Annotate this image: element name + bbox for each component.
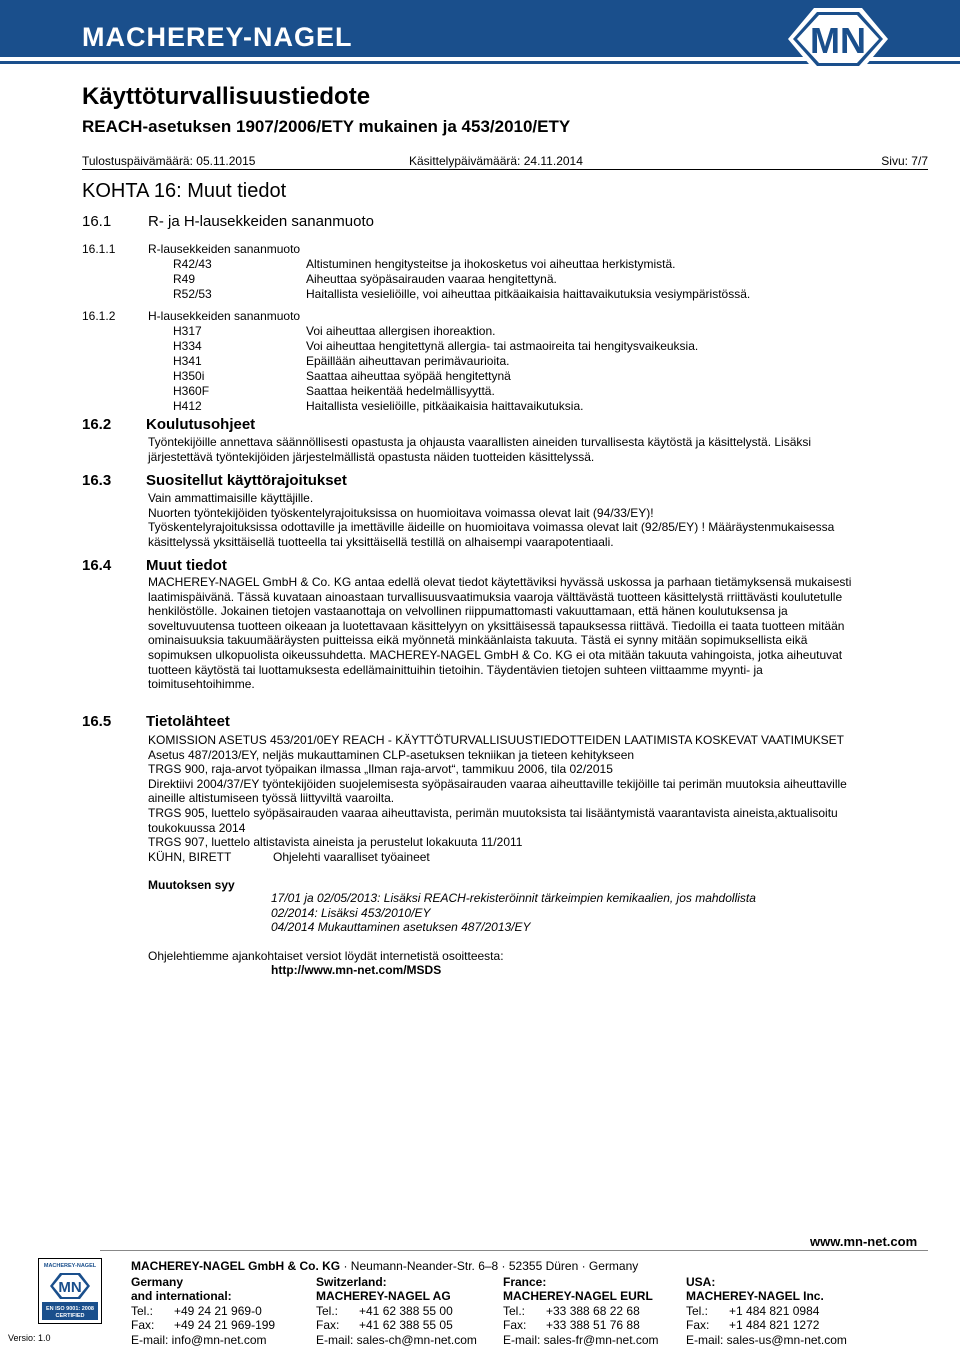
text-line: KOMISSION ASETUS 453/201/0EY REACH - KÄYTTÖTURVALLISUUSTIEDOTTEIDEN LAATIMISTA KOSKEVAT VAATIMUKSET — [148, 733, 844, 747]
heading-16-4 — [82, 557, 227, 574]
text-line: toimitusehtoihimme. — [148, 677, 255, 692]
fax-label: Fax: — [131, 1318, 155, 1333]
h-phrase-code: H317 — [173, 324, 202, 338]
contact-heading: Switzerland: — [316, 1275, 387, 1289]
text-line: Työskentelyrajoituksissa odottaville ja imettäville äideille on huomioitava voimassa olevat lait (92/85/EY) ! Määräystenmukaisessa — [148, 520, 835, 535]
contact-france — [503, 1275, 659, 1347]
changes-list — [271, 891, 921, 935]
heading-16-1 — [82, 213, 374, 230]
contact-germany — [131, 1275, 275, 1347]
restrictions-paragraph — [148, 491, 918, 549]
contact-fax — [131, 1318, 275, 1332]
change-item: 02/2014: Lisäksi 453/2010/EY — [271, 905, 431, 920]
document-title: Käyttöturvallisuustiedote — [82, 83, 371, 110]
h-phrase-text: Voi aiheuttaa hengitettynä allergia- tai astmaoireita tai hengitysvaikeuksia. — [306, 339, 699, 353]
training-paragraph — [148, 435, 918, 464]
h-phrase-text: Haitallista vesieliöille, pitkäaikaisia haittavaikutuksia. — [306, 399, 584, 413]
heading-number: 16.4 — [82, 557, 112, 574]
footer-company-line — [131, 1259, 638, 1273]
mn-logo-text: MN — [810, 20, 866, 61]
tel-value: +49 24 21 969-0 — [174, 1303, 262, 1318]
h-phrase-text: Saattaa heikentää hedelmällisyyttä. — [306, 384, 495, 398]
fax-value: +1 484 821 1272 — [729, 1318, 820, 1333]
heading-text: R-lausekkeiden sananmuoto — [148, 242, 301, 256]
heading-number: 16.1 — [82, 213, 112, 230]
footer-rule — [100, 1250, 928, 1251]
tel-label: Tel.: — [316, 1303, 339, 1318]
heading-number: 16.1.2 — [82, 309, 116, 323]
contact-fax — [503, 1318, 659, 1332]
heading-16-1-2 — [82, 309, 300, 323]
changes-label: Muutoksen syy — [148, 878, 235, 892]
h-phrase-text: Voi aiheuttaa allergisen ihoreaktion. — [306, 324, 496, 338]
cert-company: MACHEREY-NAGEL — [43, 1263, 97, 1269]
text-line: TRGS 900, raja-arvot työpaikan ilmassa „Ilman raja-arvot“, tammikuu 2006, tila 02/2015 — [148, 762, 613, 777]
heading-number: 16.2 — [82, 416, 112, 433]
contact-email[interactable]: E-mail: sales-ch@mn-net.com — [316, 1332, 477, 1347]
heading-16-1-1 — [82, 242, 300, 256]
h-phrase-code: H341 — [173, 354, 202, 368]
r-phrase-text: Aiheuttaa syöpäsairauden vaaraa hengitettynä. — [306, 272, 557, 286]
sources-paragraph — [148, 733, 918, 864]
r-phrase-text: Altistuminen hengitysteitse ja ihokosketus voi aiheuttaa herkistymistä. — [306, 257, 676, 271]
r-phrase-text: Haitallista vesieliöille, voi aiheuttaa pitkäaikaisia haittavaikutuksia vesiympäristössä. — [306, 287, 751, 301]
contact-tel — [503, 1304, 659, 1318]
text-line: Työntekijöille annettava säännöllisesti opastusta ja ohjausta vaarallisten aineiden turvallisesta käytöstä ja käsittelystä. Lisäksi — [148, 435, 812, 449]
h-phrase-code: H412 — [173, 399, 202, 413]
cert-standard: EN ISO 9001: 2008 — [45, 1306, 95, 1312]
contact-tel — [316, 1304, 477, 1318]
text-line: soveltuvuutensa tuotteen oikeaan ja luotettavaan käsittelyyn on yksittäisessä tapauksessa riittävä. Tiedoilla ei taata tuotteen mitään — [148, 618, 845, 633]
iso-certificate — [38, 1258, 102, 1324]
h-phrase-text: Epäillään aiheuttavan perimävaurioita. — [306, 354, 510, 368]
change-item: 04/2014 Mukauttaminen asetuksen 487/2013/EY — [271, 920, 531, 935]
header-banner — [0, 0, 960, 78]
contact-switzerland — [316, 1275, 477, 1347]
footer-company: MACHEREY-NAGEL GmbH & Co. KG — [131, 1259, 341, 1273]
tel-value: +33 388 68 22 68 — [546, 1303, 640, 1318]
contact-tel — [131, 1304, 275, 1318]
change-item: 17/01 ja 02/05/2013: Lisäksi REACH-rekisteröinnit tärkeimpien kemikaalien, jos mahdollista — [271, 891, 756, 905]
contact-subheading: MACHEREY-NAGEL EURL — [503, 1289, 653, 1304]
heading-text: Muut tiedot — [146, 557, 227, 574]
other-info-paragraph — [148, 575, 918, 692]
heading-number: 16.5 — [82, 713, 112, 730]
text-line: sopimuksen ulkopuolista oikeussuhdetta. MACHEREY-NAGEL GmbH & Co. KG ei ota mitään takuuta vahingoista, jotka aiheutuvat — [148, 647, 843, 662]
heading-16-3 — [82, 472, 347, 489]
fax-value: +33 388 51 76 88 — [546, 1318, 640, 1333]
version-label: Versio: 1.0 — [8, 1333, 51, 1343]
heading-text: Suositellut käyttörajoitukset — [146, 472, 347, 489]
contact-fax — [316, 1318, 477, 1332]
heading-text: R- ja H-lausekkeiden sananmuoto — [148, 213, 374, 230]
contact-heading: USA: — [686, 1275, 716, 1289]
tel-label: Tel.: — [131, 1303, 154, 1318]
contact-fax — [686, 1318, 847, 1332]
contact-email[interactable]: E-mail: sales-us@mn-net.com — [686, 1332, 847, 1347]
text-line: henkilöstölle. Jokainen tietojen vastaanottaja on velvollinen riippumattomasti vakuuttamaan, että hänen koulutuksensa ja — [148, 604, 788, 619]
fax-value: +49 24 21 969-199 — [174, 1318, 276, 1333]
document-subtitle: REACH-asetuksen 1907/2006/ETY mukainen ja 453/2010/ETY — [82, 117, 571, 136]
tel-label: Tel.: — [686, 1303, 709, 1318]
text-line: Nuorten työntekijöiden työskentelyrajoituksissa on huomioitava voimassa olevat lait (94/33/EY)! — [148, 505, 654, 520]
section-title: KOHTA 16: Muut tiedot — [82, 180, 287, 202]
text-line: Asetus 487/2013/EY, neljäs mukauttaminen CLP-asetuksen tekniikan ja tieteen kehitykseen — [148, 747, 635, 762]
text-line: MACHEREY-NAGEL GmbH & Co. KG antaa edellä olevat tiedot käytettäviksi hyvässä uskossa ja parhaan tietämyksensä mukaisesti — [148, 575, 852, 589]
cert-status: CERTIFIED — [55, 1313, 85, 1319]
cert-logo-text: MN — [58, 1279, 82, 1296]
contact-heading: Germany — [131, 1275, 184, 1289]
text-line: Vain ammattimaisille käyttäjille. — [148, 491, 314, 505]
text-line: aineille altistumiseen työssä liittyviltä vaaroilta. — [148, 791, 395, 806]
text-line: laatimispäivänä. Tässä kuvataan ainoastaan turvallisuusvaatimuksia vaaroja välttävästä tuotteen käsittelystä rriittävästi koulutetulle — [148, 589, 843, 604]
contact-email[interactable]: E-mail: sales-fr@mn-net.com — [503, 1332, 659, 1347]
print-date: Tulostuspäivämäärä: 05.11.2015 — [82, 154, 256, 168]
heading-number: 16.3 — [82, 472, 112, 489]
tel-value: +41 62 388 55 00 — [359, 1303, 453, 1318]
process-date: Käsittelypäivämäärä: 24.11.2014 — [409, 154, 583, 168]
author-name: KÜHN, BIRETT — [148, 849, 232, 864]
h-phrase-text: Saattaa aiheuttaa syöpää hengitettynä — [306, 369, 511, 383]
text-line: käsittelyssä yksittäisellä tuotteella tai yksittäisellä testillä on alhaisempi vaarapotentiaali. — [148, 534, 614, 549]
tel-value: +1 484 821 0984 — [729, 1303, 820, 1318]
text-line: TRGS 907, luettelo altistavista aineista ja perustelut lokakuuta 11/2011 — [148, 835, 523, 850]
mn-logo-icon — [778, 2, 898, 76]
contact-heading: France: — [503, 1275, 547, 1289]
header-rule — [82, 169, 928, 170]
fax-label: Fax: — [503, 1318, 527, 1333]
iso-certificate-icon — [38, 1258, 102, 1324]
text-line: ominaisuuksia takuumääräysten puitteissa eikä myönnetä minkäänlaista takuuta. Tästä ei synny mitään sopimuksellista eikä — [148, 633, 808, 648]
heading-16-5 — [82, 713, 230, 730]
contact-tel — [686, 1304, 847, 1318]
contact-subheading: and international: — [131, 1289, 232, 1304]
footer-address: · Neumann-Neander-Str. 6–8 · 52355 Düren · Germany — [343, 1259, 639, 1273]
h-phrase-code: H350i — [173, 369, 205, 383]
footer-website[interactable]: www.mn-net.com — [810, 1234, 918, 1249]
text-line: Direktiivi 2004/37/EY työntekijöiden suojelemisesta syöpäsairauden vaaraa aiheuttaville tekijöille tai perimän muutoksia aiheuttaville — [148, 776, 847, 791]
online-note: Ohjelehtiemme ajankohtaiset versiot löydät internetistä osoitteesta: — [148, 949, 504, 963]
contact-subheading: MACHEREY-NAGEL Inc. — [686, 1289, 824, 1304]
heading-text: Tietolähteet — [146, 713, 230, 730]
contact-email[interactable]: E-mail: info@mn-net.com — [131, 1332, 267, 1347]
text-line: toukokuussa 2014 — [148, 820, 246, 835]
r-phrase-code: R49 — [173, 272, 196, 286]
text-line: TRGS 905, luettelo syöpäsairauden vaaraa aiheuttavista, perimän muutoksista tai lisääntymistä vaarantavista aineista,aktualisoitu — [148, 805, 838, 820]
brand-name: MACHEREY-NAGEL — [82, 22, 353, 52]
page-number: Sivu: 7/7 — [881, 154, 928, 168]
fax-label: Fax: — [686, 1318, 710, 1333]
h-phrase-code: H360F — [173, 384, 210, 398]
r-phrase-code: R42/43 — [173, 257, 212, 271]
heading-text: H-lausekkeiden sananmuoto — [148, 309, 301, 323]
heading-text: Koulutusohjeet — [146, 416, 256, 433]
text-line: järjestettävä työntekijöiden järjestelmällistä opastusta näiden tuotteiden käsittelyssä. — [148, 449, 595, 464]
fax-value: +41 62 388 55 05 — [359, 1318, 453, 1333]
r-phrase-code: R52/53 — [173, 287, 212, 301]
tel-label: Tel.: — [503, 1303, 526, 1318]
author-line — [148, 850, 918, 865]
h-phrase-code: H334 — [173, 339, 202, 353]
contact-subheading: MACHEREY-NAGEL AG — [316, 1289, 451, 1304]
author-text: Ohjelehti vaaralliset työaineet — [273, 849, 430, 864]
heading-number: 16.1.1 — [82, 242, 116, 256]
contact-usa — [686, 1275, 847, 1347]
fax-label: Fax: — [316, 1318, 340, 1333]
msds-link[interactable]: http://www.mn-net.com/MSDS — [271, 963, 442, 977]
heading-16-2 — [82, 416, 255, 433]
text-line: tuotteen käytöstä tai luottamuksesta edellämainittuihin tietoihin. Täydentävien tietojen suhteen viittaamme myynti- ja — [148, 662, 763, 677]
